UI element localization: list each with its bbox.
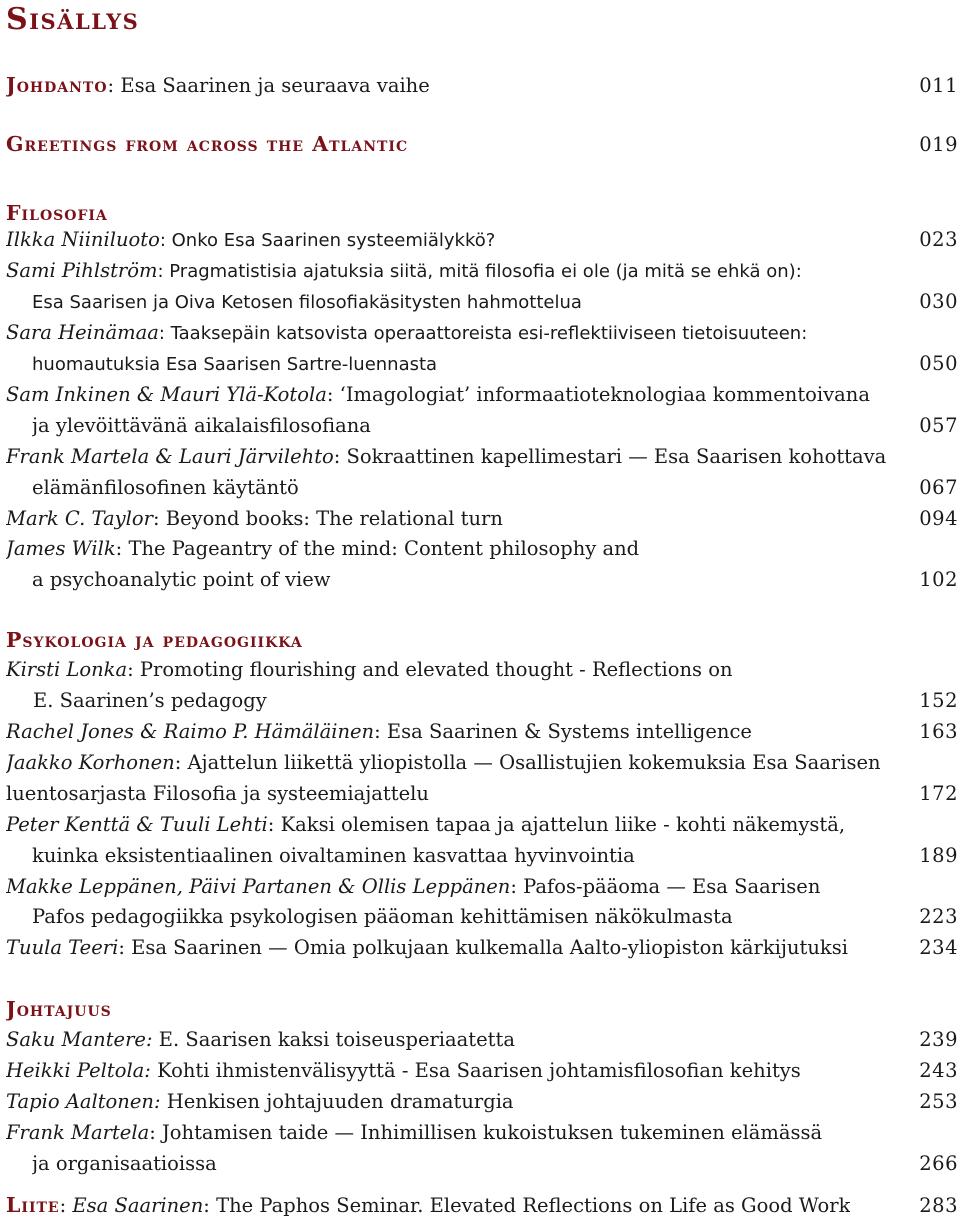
page-number: 189 bbox=[919, 844, 958, 867]
page-number: 094 bbox=[919, 507, 958, 530]
section-label: Johdanto bbox=[6, 73, 108, 97]
toc-entry[interactable] bbox=[6, 536, 958, 562]
toc-entry[interactable] bbox=[6, 1058, 958, 1084]
page-number: 030 bbox=[919, 290, 958, 313]
toc-entry[interactable] bbox=[6, 1027, 958, 1053]
entry-author: Makke Leppänen, Päivi Partanen & Ollis Leppänen bbox=[6, 875, 511, 898]
entry-author: Saku Mantere: bbox=[6, 1028, 153, 1051]
entry-title: : Sokraattinen kapellimestari — Esa Saarisen kohottava bbox=[333, 445, 887, 468]
entry-author: Frank Martela & Lauri Järvilehto bbox=[6, 445, 334, 468]
entry-author: James Wilk bbox=[6, 537, 116, 560]
entry-title: : Onko Esa Saarinen systeemiälykkö? bbox=[159, 230, 496, 251]
toc-entry-continuation[interactable] bbox=[32, 1151, 958, 1177]
entry-title: : Taaksepäin katsovista operaattoreista esi-reflektiiviseen tietoisuuteen: bbox=[158, 323, 808, 344]
toc-entry-continuation[interactable] bbox=[32, 475, 958, 501]
entry-author: Sara Heinämaa bbox=[6, 321, 159, 344]
page-number: 163 bbox=[919, 720, 958, 743]
entry-title: Kohti ihmistenvälisyyttä - Esa Saarisen johtamisfilosofian kehitys bbox=[150, 1059, 801, 1082]
page-title: Sisällys bbox=[6, 2, 140, 37]
page-number: 223 bbox=[919, 905, 958, 928]
toc-entry-intro[interactable] bbox=[6, 72, 958, 98]
page-number: 011 bbox=[919, 74, 958, 97]
page-number: 023 bbox=[919, 228, 958, 251]
entry-title: a psychoanalytic point of view bbox=[32, 568, 331, 591]
entry-title: : ‘Imagologiat’ informaatioteknologiaa kommentoivana bbox=[326, 383, 870, 406]
toc-entry-continuation[interactable] bbox=[32, 843, 958, 869]
toc-entry[interactable] bbox=[6, 444, 958, 470]
section-label: Liite bbox=[6, 1193, 60, 1217]
toc-entry[interactable] bbox=[6, 812, 958, 838]
entry-title: : Johtamisen taide — Inhimillisen kukoistuksen tukeminen elämässä bbox=[149, 1121, 823, 1144]
entry-title: Esa Saarinen ja seuraava vaihe bbox=[120, 74, 430, 97]
entry-author: Tapio Aaltonen: bbox=[6, 1090, 161, 1113]
page-number: 239 bbox=[919, 1028, 958, 1051]
section-heading-johtajuus: Johtajuus bbox=[6, 997, 112, 1021]
entry-title: E. Saarinen’s pedagogy bbox=[33, 689, 267, 712]
page-number: 057 bbox=[919, 414, 958, 437]
toc-entry-continuation[interactable] bbox=[32, 413, 958, 439]
toc-entry[interactable] bbox=[6, 1120, 958, 1146]
entry-author: Ilkka Niiniluoto bbox=[6, 228, 160, 251]
toc-entry[interactable] bbox=[6, 320, 958, 346]
entry-author: Kirsti Lonka bbox=[6, 658, 128, 681]
entry-title: Pafos pedagogiikka psykologisen pääoman kehittämisen näkökulmasta bbox=[32, 905, 733, 928]
entry-author: Rachel Jones & Raimo P. Hämäläinen bbox=[6, 720, 375, 743]
toc-entry-liite[interactable] bbox=[6, 1192, 958, 1218]
toc-entry[interactable] bbox=[6, 382, 958, 408]
entry-title: : Pafos-pääoma — Esa Saarisen bbox=[510, 875, 821, 898]
entry-title: : Pragmatistisia ajatuksia siitä, mitä filosofia ei ole (ja mitä se ehkä on): bbox=[157, 261, 802, 282]
entry-author: Mark C. Taylor bbox=[6, 507, 153, 530]
entry-title: huomautuksia Esa Saarisen Sartre-luennasta bbox=[32, 354, 438, 375]
page-number: 050 bbox=[919, 352, 958, 375]
entry-author: Heikki Peltola: bbox=[6, 1059, 151, 1082]
page-number: 283 bbox=[919, 1194, 958, 1217]
toc-entry[interactable] bbox=[6, 750, 958, 776]
toc-entry[interactable] bbox=[6, 874, 958, 900]
toc-entry[interactable] bbox=[6, 227, 958, 253]
entry-title: E. Saarisen kaksi toiseusperiaatetta bbox=[152, 1028, 515, 1051]
entry-title: : The Paphos Seminar. Elevated Reflections on Life as Good Work bbox=[203, 1194, 851, 1217]
entry-title: : Esa Saarinen & Systems intelligence bbox=[374, 720, 752, 743]
toc-entry-continuation[interactable] bbox=[32, 567, 958, 593]
entry-title: elämänfilosofinen käytäntö bbox=[32, 476, 299, 499]
toc-entry-continuation[interactable] bbox=[32, 904, 958, 930]
page-number: 266 bbox=[919, 1152, 958, 1175]
page-number: 253 bbox=[919, 1090, 958, 1113]
entry-title: : The Pageantry of the mind: Content philosophy and bbox=[115, 537, 640, 560]
entry-title: luentosarjasta Filosofia ja systeemiajattelu bbox=[6, 782, 429, 805]
entry-title: Henkisen johtajuuden dramaturgia bbox=[160, 1090, 514, 1113]
entry-title: kuinka eksistentiaalinen oivaltaminen kasvattaa hyvinvointia bbox=[32, 844, 635, 867]
toc-entry[interactable] bbox=[6, 719, 958, 745]
entry-title: : Esa Saarinen — Omia polkujaan kulkemalla Aalto-yliopiston kärkijutuksi bbox=[118, 936, 848, 959]
toc-entry[interactable] bbox=[6, 935, 958, 961]
entry-title: : Beyond books: The relational turn bbox=[152, 507, 503, 530]
toc-entry-continuation[interactable] bbox=[33, 688, 958, 714]
page-number: 019 bbox=[919, 133, 958, 156]
toc-entry[interactable] bbox=[6, 657, 958, 683]
entry-title: : Promoting flourishing and elevated thought - Reflections on bbox=[127, 658, 733, 681]
page-number: 102 bbox=[919, 568, 958, 591]
entry-author: Esa Saarinen bbox=[72, 1194, 204, 1217]
section-heading-filosofia: Filosofia bbox=[6, 201, 108, 225]
page-number: 152 bbox=[919, 689, 958, 712]
toc-entry[interactable] bbox=[6, 258, 958, 284]
entry-author: Peter Kenttä & Tuuli Lehti bbox=[6, 813, 268, 836]
toc-entry-continuation[interactable] bbox=[32, 289, 958, 315]
entry-title: Esa Saarisen ja Oiva Ketosen filosofiakäsitysten hahmottelua bbox=[32, 292, 582, 313]
section-label: Greetings from across the Atlantic bbox=[6, 132, 409, 156]
entry-title: : Ajattelun liikettä yliopistolla — Osallistujien kokemuksia Esa Saarisen bbox=[174, 751, 881, 774]
section-heading-psykologia: Psykologia ja pedagogiikka bbox=[6, 628, 303, 652]
entry-author: Sam Inkinen & Mauri Ylä-Kotola bbox=[6, 383, 327, 406]
entry-title: ja ylevöittävänä aikalaisfilosofiana bbox=[32, 414, 371, 437]
toc-entry[interactable] bbox=[6, 1089, 958, 1115]
toc-entry-continuation[interactable] bbox=[6, 781, 958, 807]
entry-title: ja organisaatioissa bbox=[32, 1152, 217, 1175]
entry-author: Tuula Teeri bbox=[6, 936, 119, 959]
entry-title: : Kaksi olemisen tapaa ja ajattelun liike - kohti näkemystä, bbox=[267, 813, 846, 836]
entry-author: Jaakko Korhonen bbox=[6, 751, 175, 774]
page-number: 234 bbox=[919, 936, 958, 959]
toc-entry[interactable] bbox=[6, 506, 958, 532]
page-number: 243 bbox=[919, 1059, 958, 1082]
toc-entry-greetings[interactable] bbox=[6, 131, 958, 157]
entry-author: Frank Martela bbox=[6, 1121, 150, 1144]
toc-entry-continuation[interactable] bbox=[32, 351, 958, 377]
page-number: 172 bbox=[919, 782, 958, 805]
separator: : bbox=[107, 74, 121, 97]
page-number: 067 bbox=[919, 476, 958, 499]
entry-author: Sami Pihlström bbox=[6, 259, 158, 282]
separator: : bbox=[59, 1194, 73, 1217]
